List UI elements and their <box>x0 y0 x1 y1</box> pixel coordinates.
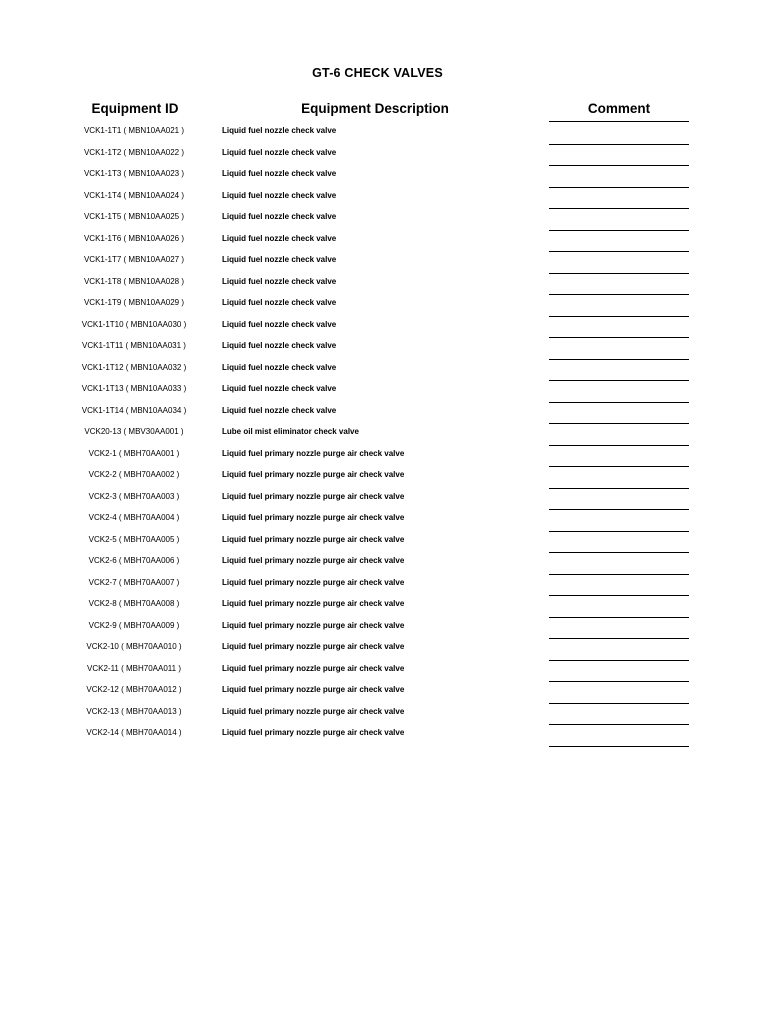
table-row <box>0 532 768 554</box>
table-row <box>0 661 768 683</box>
comment-field[interactable] <box>549 317 689 339</box>
comment-field[interactable] <box>549 381 689 403</box>
comment-field[interactable] <box>549 274 689 296</box>
table-row <box>0 467 768 489</box>
table-row <box>0 252 768 274</box>
comment-field[interactable] <box>549 403 689 425</box>
equipment-description-cell: Liquid fuel nozzle check valve <box>222 298 337 307</box>
equipment-id-cell: VCK1-1T1 ( MBN10AA021 ) <box>83 126 185 135</box>
equipment-description-cell: Liquid fuel nozzle check valve <box>222 212 337 221</box>
equipment-description-cell: Liquid fuel nozzle check valve <box>222 190 337 200</box>
table-row <box>0 704 768 726</box>
equipment-id-cell: VCK1-1T7 ( MBN10AA027 ) <box>83 255 185 264</box>
equipment-description-cell: Liquid fuel nozzle check valve <box>222 255 337 264</box>
equipment-description-cell: Liquid fuel primary nozzle purge air check valve <box>222 491 405 501</box>
table-row <box>0 424 768 446</box>
equipment-id-cell: VCK1-1T2 ( MBN10AA022 ) <box>83 147 185 157</box>
equipment-id-cell: VCK2-1 ( MBH70AA001 ) <box>88 448 180 458</box>
equipment-id-cell: VCK1-1T13 ( MBN10AA033 ) <box>81 384 187 393</box>
equipment-description-cell: Liquid fuel nozzle check valve <box>222 126 337 135</box>
table-row <box>0 338 768 360</box>
comment-field[interactable] <box>549 145 689 167</box>
comment-field[interactable] <box>549 704 689 726</box>
table-row <box>0 489 768 511</box>
equipment-id-cell: VCK2-12 ( MBH70AA012 ) <box>86 685 182 694</box>
equipment-id-cell: VCK2-8 ( MBH70AA008 ) <box>88 599 180 608</box>
comment-field[interactable] <box>549 596 689 618</box>
equipment-description-cell: Liquid fuel primary nozzle purge air check valve <box>222 620 405 630</box>
column-header-comment: Comment <box>587 101 651 116</box>
equipment-id-cell: VCK1-1T14 ( MBN10AA034 ) <box>81 405 187 415</box>
equipment-description-cell: Liquid fuel primary nozzle purge air check valve <box>222 470 405 479</box>
equipment-id-cell: VCK2-3 ( MBH70AA003 ) <box>88 491 180 501</box>
comment-field[interactable] <box>549 338 689 360</box>
equipment-description-cell: Liquid fuel nozzle check valve <box>222 276 337 286</box>
column-header-equipment-id: Equipment ID <box>91 101 179 116</box>
equipment-id-cell: VCK1-1T5 ( MBN10AA025 ) <box>83 212 185 221</box>
table-row <box>0 446 768 468</box>
comment-field[interactable] <box>549 188 689 210</box>
table-row <box>0 209 768 231</box>
equipment-description-cell: Liquid fuel nozzle check valve <box>222 384 337 393</box>
equipment-description-cell: Liquid fuel primary nozzle purge air check valve <box>222 513 405 522</box>
equipment-id-cell: VCK2-6 ( MBH70AA006 ) <box>88 556 180 565</box>
comment-field[interactable] <box>549 618 689 640</box>
table-row <box>0 317 768 339</box>
equipment-id-cell: VCK2-5 ( MBH70AA005 ) <box>88 534 180 544</box>
equipment-id-cell: VCK1-1T9 ( MBN10AA029 ) <box>83 298 185 307</box>
table-row <box>0 575 768 597</box>
table-row <box>0 188 768 210</box>
equipment-id-cell: VCK2-9 ( MBH70AA009 ) <box>88 620 180 630</box>
equipment-description-cell: Liquid fuel nozzle check valve <box>222 341 337 350</box>
equipment-description-cell: Liquid fuel primary nozzle purge air check valve <box>222 642 405 651</box>
table-row <box>0 295 768 317</box>
table-row <box>0 510 768 532</box>
table-row <box>0 231 768 253</box>
equipment-description-cell: Liquid fuel primary nozzle purge air check valve <box>222 577 405 587</box>
equipment-description-cell: Liquid fuel primary nozzle purge air check valve <box>222 728 405 737</box>
equipment-id-cell: VCK2-7 ( MBH70AA007 ) <box>88 577 180 587</box>
equipment-description-cell: Lube oil mist eliminator check valve <box>222 427 359 436</box>
comment-column-top-rule <box>549 121 689 122</box>
table-row <box>0 123 768 145</box>
table-row <box>0 166 768 188</box>
table-row <box>0 682 768 704</box>
equipment-description-cell: Liquid fuel primary nozzle purge air check valve <box>222 685 405 694</box>
equipment-id-cell: VCK1-1T8 ( MBN10AA028 ) <box>83 276 185 286</box>
equipment-id-cell: VCK1-1T6 ( MBN10AA026 ) <box>83 233 185 243</box>
equipment-description-cell: Liquid fuel nozzle check valve <box>222 169 337 178</box>
equipment-id-cell: VCK2-11 ( MBH70AA011 ) <box>87 663 181 673</box>
table-row <box>0 639 768 661</box>
table-row <box>0 553 768 575</box>
equipment-description-cell: Liquid fuel primary nozzle purge air check valve <box>222 706 405 716</box>
comment-field[interactable] <box>549 446 689 468</box>
comment-field[interactable] <box>549 166 689 188</box>
equipment-description-cell: Liquid fuel primary nozzle purge air check valve <box>222 534 405 544</box>
table-row <box>0 381 768 403</box>
comment-field[interactable] <box>549 725 689 747</box>
equipment-description-cell: Liquid fuel primary nozzle purge air check valve <box>222 556 405 565</box>
equipment-table <box>0 123 768 747</box>
table-row <box>0 403 768 425</box>
equipment-id-cell: VCK1-1T4 ( MBN10AA024 ) <box>83 190 185 200</box>
comment-field[interactable] <box>549 252 689 274</box>
comment-field[interactable] <box>549 661 689 683</box>
comment-field[interactable] <box>549 467 689 489</box>
comment-field[interactable] <box>549 123 689 145</box>
equipment-id-cell: VCK20-13 ( MBV30AA001 ) <box>84 427 184 436</box>
equipment-id-cell: VCK2-4 ( MBH70AA004 ) <box>88 513 180 522</box>
comment-field[interactable] <box>549 639 689 661</box>
equipment-id-cell: VCK2-2 ( MBH70AA002 ) <box>88 470 180 479</box>
comment-field[interactable] <box>549 532 689 554</box>
equipment-id-cell: VCK2-14 ( MBH70AA014 ) <box>86 728 182 737</box>
equipment-description-cell: Liquid fuel nozzle check valve <box>222 405 337 415</box>
column-header-equipment-description: Equipment Description <box>301 101 449 116</box>
table-row <box>0 596 768 618</box>
table-row <box>0 145 768 167</box>
comment-field[interactable] <box>549 209 689 231</box>
comment-field[interactable] <box>549 510 689 532</box>
equipment-description-cell: Liquid fuel nozzle check valve <box>222 362 337 372</box>
equipment-description-cell: Liquid fuel primary nozzle purge air check valve <box>222 663 405 673</box>
comment-field[interactable] <box>549 575 689 597</box>
table-row <box>0 274 768 296</box>
table-row <box>0 725 768 747</box>
equipment-id-cell: VCK2-13 ( MBH70AA013 ) <box>86 706 182 716</box>
equipment-id-cell: VCK1-1T10 ( MBN10AA030 ) <box>81 319 187 329</box>
comment-field[interactable] <box>549 682 689 704</box>
table-row <box>0 360 768 382</box>
comment-field[interactable] <box>549 553 689 575</box>
comment-field[interactable] <box>549 295 689 317</box>
equipment-id-cell: VCK1-1T12 ( MBN10AA032 ) <box>81 362 187 372</box>
equipment-description-cell: Liquid fuel nozzle check valve <box>222 233 337 243</box>
comment-field[interactable] <box>549 360 689 382</box>
comment-field[interactable] <box>549 424 689 446</box>
equipment-description-cell: Liquid fuel primary nozzle purge air check valve <box>222 448 405 458</box>
comment-field[interactable] <box>549 231 689 253</box>
equipment-id-cell: VCK2-10 ( MBH70AA010 ) <box>86 642 182 651</box>
equipment-description-cell: Liquid fuel nozzle check valve <box>222 319 337 329</box>
equipment-id-cell: VCK1-1T11 ( MBN10AA031 ) <box>82 341 186 350</box>
document-title: GT-6 CHECK VALVES <box>312 66 443 80</box>
equipment-description-cell: Liquid fuel primary nozzle purge air check valve <box>222 599 405 608</box>
comment-field[interactable] <box>549 489 689 511</box>
table-row <box>0 618 768 640</box>
equipment-id-cell: VCK1-1T3 ( MBN10AA023 ) <box>83 169 185 178</box>
equipment-description-cell: Liquid fuel nozzle check valve <box>222 147 337 157</box>
